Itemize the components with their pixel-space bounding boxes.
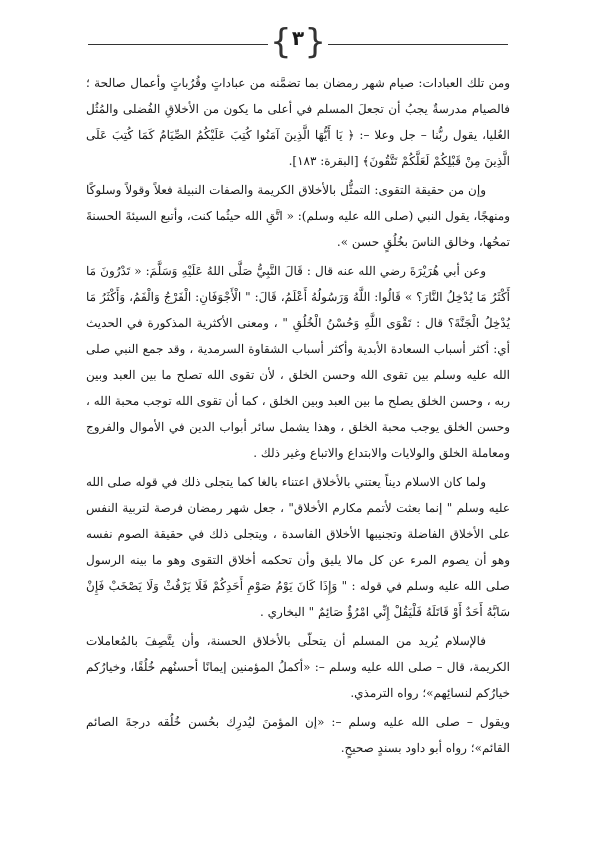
page-number-frame — [270, 22, 326, 62]
paragraph-fasting-school: ومن تلك العبادات: صيام شهر رمضان بما تضمَّنه من عباداتٍ وقُرُباتٍ وأعمال صالحة ؛ فالصيام مدرسةٌ يجبُ أن تجعلَ المسلم في أعلى ما يكون من الأخلاقِ الفُضلى والمُثُل العُليا، يقول ربُّنا – جل وعلا –: ﴿ يَا أَيُّهَا الَّذِينَ آمَنُوا كُتِبَ عَلَيْكُمُ الصِّيَامُ كَمَا كُتِبَ عَلَى الَّذِينَ مِنْ قَبْلِكُمْ لَعَلَّكُمْ تَتَّقُونَ﴾ [البقرة: ١٨٣]. — [86, 76, 510, 168]
paragraph-islam-and-ethics: ولما كان الاسلام ديناً يعتني بالأخلاق اعتناء بالغا كما يتجلى ذلك في قوله صلى الله عليه وسلم " إنما بعثت لأتمم مكارم الأخلاق" ، جعل شهر رمضان فرصة لتربية النفس على الأخلاق الفاضلة وتجنيبها الأخلاق الفاسدة ، ويتجلى ذلك في حقيقة الصوم نفسه وهو أن يصوم المرء عن كل مالا يليق وأن تحكمه أخلاق التقوى وهو ما بينه الرسول صلى الله عليه وسلم في قوله : " وَإِذَا كَانَ يَوْمُ صَوْمِ أَحَدِكُمْ فَلَا يَرْفُثْ وَلَا يَصْخَبْ فَإِنْ سَابَّهُ أَحَدٌ أَوْ قَاتَلَهُ فَلْيَقُلْ إِنِّي امْرُؤٌ صَائِمٌ " البخاري . — [86, 475, 511, 619]
page-header — [0, 18, 596, 62]
page-number: ٣ — [291, 26, 305, 50]
paragraph-taqwa-definition: وإن من حقيقة التقوى: التمثُّل بالأخلاق الكريمة والصفات النبيلة فعلاً وقولاً وسلوكًا ومنهجًا، يقول النبي (صلى الله عليه وسلم): « اتَّقِ الله حيثُما كنت، وأتبع السيئةَ الحسنةَ تمحُها، وخالق الناسَ بخُلُقٍ حسن ». — [86, 183, 510, 249]
page-body — [86, 70, 510, 764]
paragraph-abu-hurairah-hadith: وعن أبي هُرَيْرَةَ رضي الله عنه قال : قَالَ النَّبِيُّ صَلَّى اللهُ عَلَيْهِ وَسَلَّمَ: « تَدْرُونَ مَا أَكْثَرُ مَا يُدْخِلُ النَّارَ؟ » قَالُوا: اللَّهُ وَرَسُولُهُ أَعْلَمُ، قَالَ: " الْأَجْوَفَانِ: الْفَرْجُ وَالْفَمُ، وَأَكْثَرُ مَا يُدْخِلُ الْجَنَّةَ؟ قال : تَقْوَى اللَّهِ وَحُسْنُ الْخُلُقِ " ، ومعنى الأكثرية المذكورة في الحديث أي: أكثر أسباب السعادة الأبدية وأكثر أسباب الشقاوة السرمدية ، وقد جمع النبي صلى الله عليه وسلم بين تقوى الله وحسن الخلق ، لأن تقوى الله تصلح ما بين العبد وبين ربه ، وحسن الخلق يصلح ما بين العبد وبين الخلق ، كما أن تقوى الله توجب محبة الله ، وحسن الخلق يوجب محبة الخلق ، وهذا يشمل سائر أبواب الدين في الأموال والفروج ومعاملة الخلق والولايات والابتداع والاتباع وغير ذلك . — [86, 264, 510, 460]
header-rule-right — [328, 44, 508, 45]
paragraph-abu-dawud: ويقول – صلى الله عليه وسلم –: «إن المؤمنَ ليُدرِك بحُسن خُلُقه درجةَ الصائم القائم»؛ رواه أبو داود بسندٍ صحيحٍ. — [86, 715, 510, 755]
left-brace-icon: { — [270, 22, 292, 62]
right-brace-icon: } — [304, 22, 326, 62]
header-rule-left — [88, 44, 268, 45]
paragraph-best-believers: فالإسلام يُريد من المسلم أن يتحلّى بالأخلاق الحسنة، وأن يتَّصِفَ بالمُعاملات الكريمة، قال – صلى الله عليه وسلم –: «أكملُ المؤمنين إيمانًا أحسنُهم خُلُقًا، وخيارُكم خيارُكم لنسائِهم»؛ رواه الترمذي. — [86, 634, 510, 700]
